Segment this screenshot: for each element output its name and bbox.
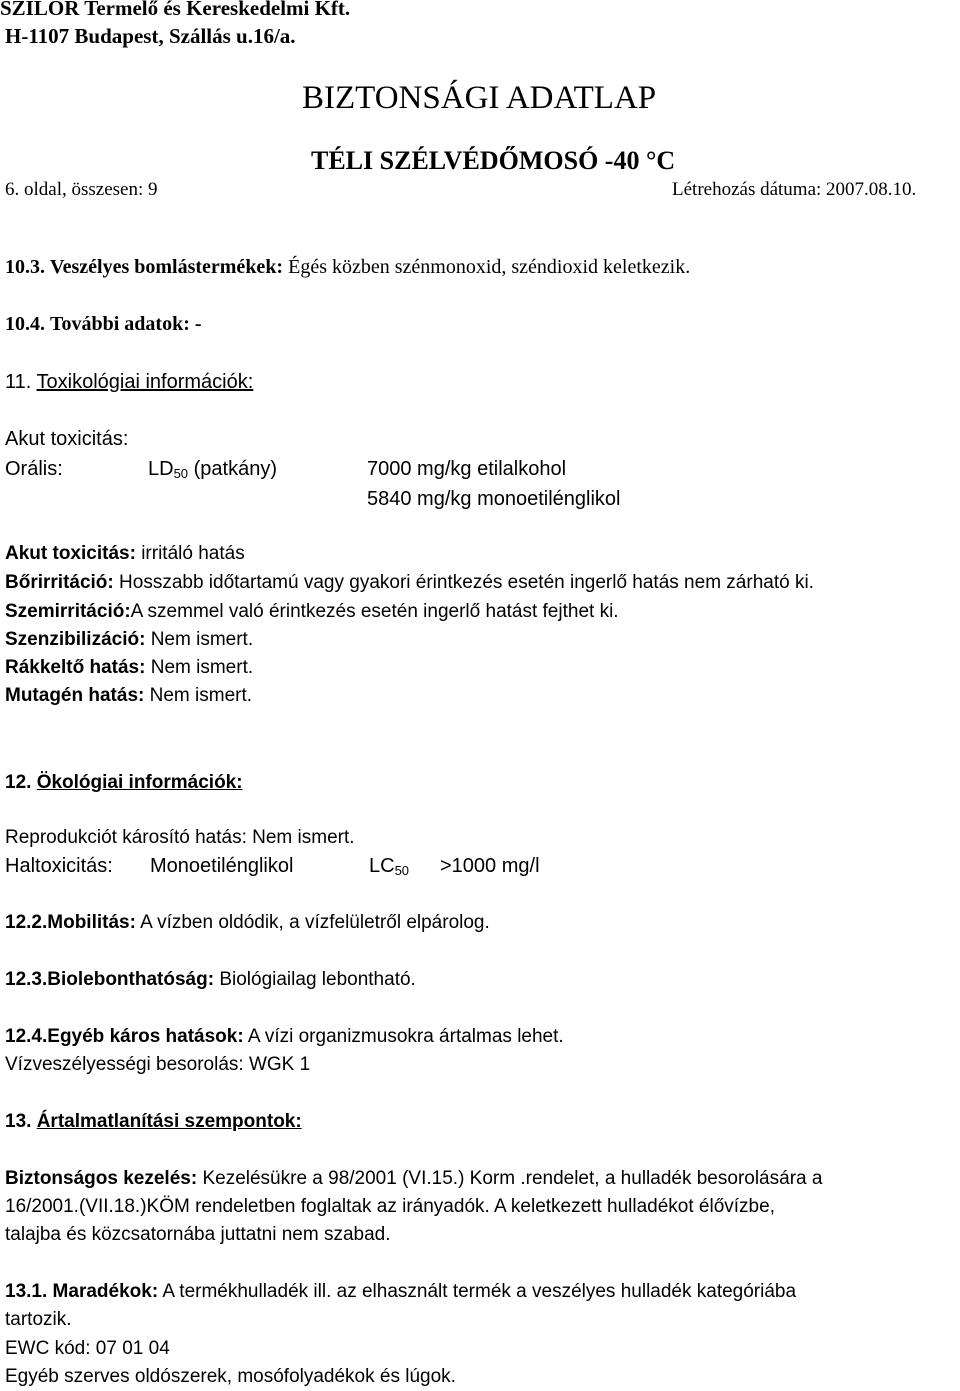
item-text: Hosszabb időtartamú vagy gyakori érintkezés esetén ingerlő hatás nem zárható ki. bbox=[119, 572, 814, 593]
section-label: További adatok: bbox=[50, 313, 190, 335]
product-name-text: TÉLI SZÉLVÉDŐMOSÓ -40 °C bbox=[311, 146, 676, 175]
item-text: Kezelésükre a 98/2001 (VI.15.) Korm .rendelet, a hulladék besorolására a bbox=[202, 1168, 823, 1189]
product-name bbox=[311, 146, 675, 176]
section-number: 13. bbox=[5, 1111, 32, 1132]
item-text: Nem ismert. bbox=[149, 685, 253, 706]
item-label: Szenzibilizáció: bbox=[5, 629, 146, 650]
item-text: A vízben oldódik, a vízfelületről elpárolog. bbox=[140, 912, 490, 933]
fish-toxicity-label: Haltoxicitás: bbox=[5, 855, 113, 877]
item-number: 12.4. bbox=[5, 1026, 48, 1047]
company-address: H-1107 Budapest, Szállás u.16/a. bbox=[5, 24, 296, 48]
lc-main: LC bbox=[369, 855, 395, 877]
section-10-4 bbox=[5, 313, 202, 336]
skin-irritation bbox=[5, 572, 814, 594]
residues bbox=[5, 1281, 796, 1303]
item-text: A termékhulladék ill. az elhasznált termék a veszélyes hulladék kategóriába bbox=[162, 1281, 797, 1302]
creation-date: Létrehozás dátuma: 2007.08.10. bbox=[672, 179, 917, 200]
company-name: SZILOR Termelő és Kereskedelmi Kft. bbox=[0, 0, 351, 20]
ld50-label bbox=[148, 458, 277, 482]
sensitization bbox=[5, 629, 253, 651]
ewc-code: EWC kód: 07 01 04 bbox=[5, 1338, 170, 1359]
item-label: Maradékok: bbox=[52, 1281, 159, 1302]
safe-handling-line-3: talajba és közcsatornába juttatni nem szabad. bbox=[5, 1224, 391, 1245]
lc50-label bbox=[369, 855, 409, 879]
section-title: Toxikológiai információk: bbox=[36, 371, 254, 393]
section-number: 11. bbox=[5, 371, 32, 393]
section-10-3 bbox=[5, 256, 690, 279]
water-hazard-class: Vízveszélyességi besorolás: WGK 1 bbox=[5, 1054, 311, 1075]
item-label: Mutagén hatás: bbox=[5, 685, 145, 706]
acute-toxicity-heading: Akut toxicitás: bbox=[5, 428, 129, 450]
item-label: Biztonságos kezelés: bbox=[5, 1168, 198, 1189]
acute-irritation bbox=[5, 543, 245, 565]
safe-handling bbox=[5, 1168, 822, 1190]
item-number: 12.2. bbox=[5, 912, 48, 933]
item-label: Szemirritáció: bbox=[5, 601, 131, 622]
section-12-heading bbox=[5, 772, 243, 794]
section-number: 10.4. bbox=[5, 313, 45, 335]
section-13-heading bbox=[5, 1111, 302, 1133]
oral-value-1: 7000 mg/kg etilalkohol bbox=[367, 458, 567, 480]
item-text: Nem ismert. bbox=[150, 629, 254, 650]
item-text: Biológiailag lebontható. bbox=[219, 969, 416, 990]
ld-main: LD bbox=[148, 458, 174, 480]
item-text: A szemmel való érintkezés esetén ingerlő hatást fejthet ki. bbox=[130, 601, 619, 622]
section-number: 10.3. bbox=[5, 256, 45, 278]
document-title: BIZTONSÁGI ADATLAP bbox=[302, 80, 657, 116]
other-solvents: Egyéb szerves oldószerek, mosófolyadékok és lúgok. bbox=[5, 1366, 456, 1387]
item-label: Akut toxicitás: bbox=[5, 543, 136, 564]
reproductive-toxicity: Reprodukciót károsító hatás: Nem ismert. bbox=[5, 827, 355, 848]
lc-sub: 50 bbox=[394, 863, 410, 878]
biodegradability bbox=[5, 969, 416, 991]
eye-irritation bbox=[5, 601, 619, 623]
item-number: 13.1. bbox=[5, 1281, 48, 1302]
oral-value-2: 5840 mg/kg monoetilénglikol bbox=[367, 488, 621, 510]
carcinogenicity bbox=[5, 657, 253, 679]
item-label: Egyéb káros hatások: bbox=[47, 1026, 244, 1047]
item-label: Bőrirritáció: bbox=[5, 572, 114, 593]
section-title: Ökológiai információk: bbox=[36, 772, 243, 793]
page-info: 6. oldal, összesen: 9 bbox=[5, 179, 158, 200]
item-label: Rákkeltő hatás: bbox=[5, 657, 146, 678]
item-label: Biolebonthatóság: bbox=[47, 969, 215, 990]
ld-suffix: (patkány) bbox=[193, 458, 277, 480]
item-label: Mobilitás: bbox=[47, 912, 136, 933]
item-number: 12.3. bbox=[5, 969, 48, 990]
other-effects bbox=[5, 1026, 564, 1048]
safe-handling-line-2: 16/2001.(VII.18.)KÖM rendeletben foglaltak az irányadók. A keletkezett hulladékot élővízbe, bbox=[5, 1196, 775, 1217]
mobility bbox=[5, 912, 490, 934]
mutagenicity bbox=[5, 685, 252, 707]
section-title: Ártalmatlanítási szempontok: bbox=[36, 1111, 302, 1132]
section-number: 12. bbox=[5, 772, 32, 793]
fish-toxicity-substance: Monoetilénglikol bbox=[150, 855, 294, 877]
lc50-value: >1000 mg/l bbox=[440, 855, 540, 877]
section-label: Veszélyes bomlástermékek: bbox=[50, 256, 284, 278]
item-text: Nem ismert. bbox=[150, 657, 254, 678]
item-text: A vízi organizmusokra ártalmas lehet. bbox=[247, 1026, 564, 1047]
section-11-heading bbox=[5, 371, 253, 394]
item-text: irritáló hatás bbox=[141, 543, 245, 564]
ld-sub: 50 bbox=[173, 466, 189, 481]
section-text: Égés közben szénmonoxid, széndioxid keletkezik. bbox=[288, 256, 691, 278]
section-text: - bbox=[194, 313, 202, 335]
residues-line-2: tartozik. bbox=[5, 1309, 72, 1330]
oral-label: Orális: bbox=[5, 458, 63, 480]
